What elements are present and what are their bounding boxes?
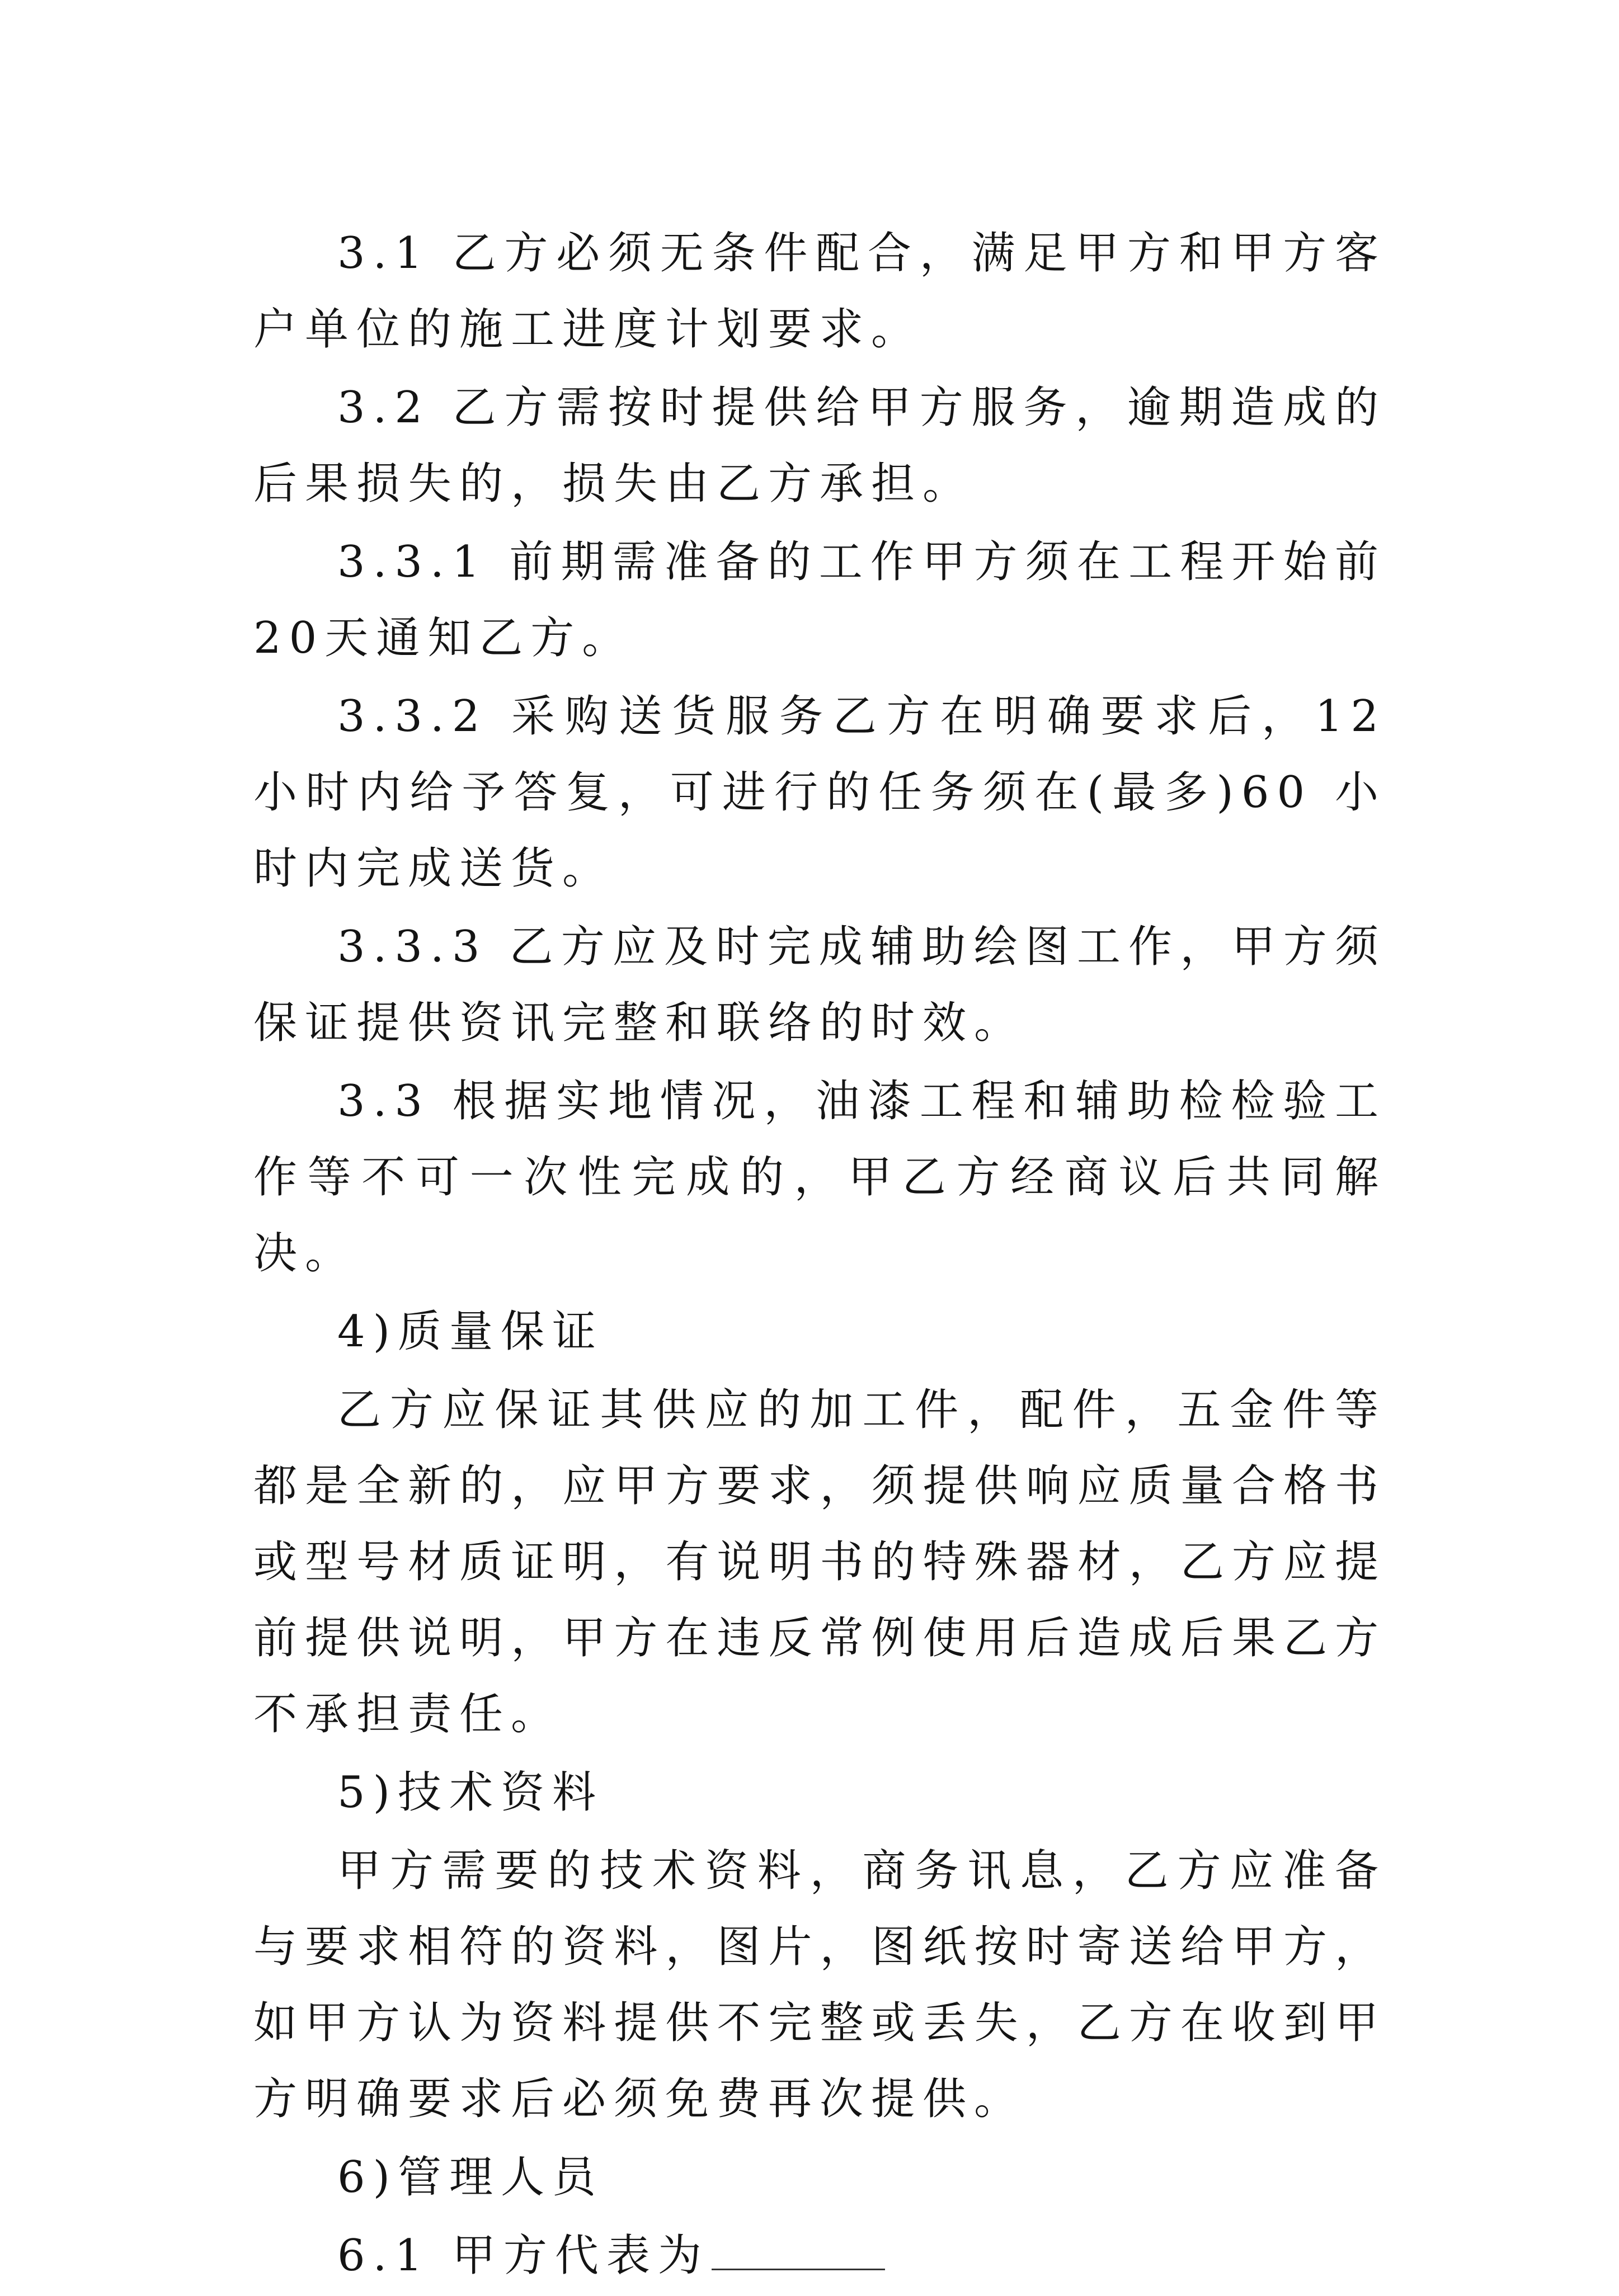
clause-3-1: 3.1 乙方必须无条件配合，满足甲方和甲方客户单位的施工进度计划要求。 [253, 228, 1386, 355]
clause-6-1-text: 6.1 甲方代表为 [337, 2231, 709, 2281]
document-body [253, 215, 1386, 2296]
clause-3-3-1: 3.3.1 前期需准备的工作甲方须在工程开始前20天通知乙方。 [253, 537, 1386, 663]
clause-3-3-2: 3.3.2 采购送货服务乙方在明确要求后，12 小时内给予答复，可进行的任务须在(最多)60 小时内完成送货。 [253, 691, 1386, 894]
clause-3-2: 3.2 乙方需按时提供给甲方服务，逾期造成的后果损失的，损失由乙方承担。 [253, 383, 1386, 509]
clause-6-1 [253, 2218, 1386, 2294]
quality-paragraph: 乙方应保证其供应的加工件，配件，五金件等都是全新的，应甲方要求，须提供响应质量合格书或型号材质证明，有说明书的特殊器材，乙方应提前提供说明，甲方在违反常例使用后造成后果乙方不承担责任。 [253, 1385, 1386, 1739]
clause-3-3-3: 3.3.3 乙方应及时完成辅助绘图工作，甲方须保证提供资讯完整和联络的时效。 [253, 922, 1386, 1048]
technical-paragraph: 甲方需要的技术资料，商务讯息，乙方应准备与要求相符的资料，图片，图纸按时寄送给甲方，如甲方认为资料提供不完整或丢失，乙方在收到甲方明确要求后必须免费再次提供。 [253, 1846, 1386, 2124]
section-heading-quality: 4)质量保证 [337, 1307, 604, 1357]
clause-3-3: 3.3 根据实地情况，油漆工程和辅助检检验工作等不可一次性完成的，甲乙方经商议后共同解决。 [253, 1076, 1386, 1279]
signature-blank [712, 2224, 885, 2270]
section-heading-technical: 5)技术资料 [337, 1767, 604, 1818]
section-heading-management: 6)管理人员 [337, 2152, 604, 2203]
